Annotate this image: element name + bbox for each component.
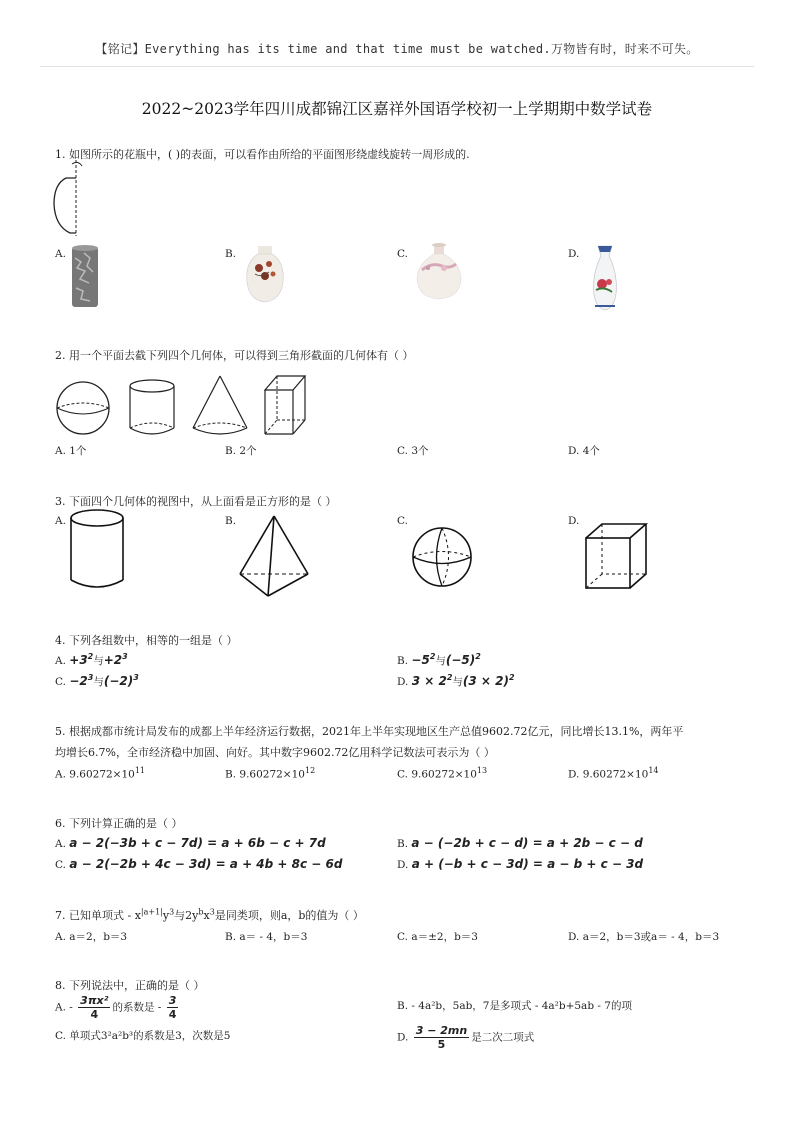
q3-label-a: A. <box>55 515 66 527</box>
q3-cylinder-figure <box>68 508 128 592</box>
q8-option-d: D. $\frac{3 - 2mn}{5}$ 是二次二项式 <box>397 1024 535 1051</box>
q4-option-c: C. $-2^3$与$(-2)^3$ <box>55 673 139 688</box>
q3-label-b: B. <box>225 515 237 527</box>
q4-label-a: A. <box>55 655 66 667</box>
q3-label-d: D. <box>568 515 580 527</box>
q3-label-c: C. <box>397 515 408 527</box>
q6-stem: 6. 下列计算正确的是（ ） <box>55 817 183 830</box>
q2-solids-figure <box>55 376 325 438</box>
q5-option-a: A. $9.60272\times 10^{11}$ <box>55 766 146 781</box>
vase-a-image <box>70 243 102 309</box>
q8-option-c: C. 单项式3²a²b³的系数是3，次数是5 <box>55 1030 231 1042</box>
cylinder-figure <box>130 380 174 434</box>
q4-option-d: D. $3 \times 2^2$与$(3 \times 2)^2$ <box>397 673 515 688</box>
vase-c-image <box>414 242 464 302</box>
page-title: 2022~2023学年四川成都锦江区嘉祥外国语学校初一上学期期中数学试卷 <box>141 100 653 118</box>
q3-sphere-figure <box>411 526 475 590</box>
q3-cube-figure <box>584 522 648 590</box>
q2-option-a: A. 1个 <box>55 445 87 457</box>
cone-figure <box>193 376 247 434</box>
q2-stem: 2. 用一个平面去截下列四个几何体，可以得到三角形截面的几何体有（ ） <box>55 349 414 362</box>
q1-label-c: C. <box>397 248 408 260</box>
q8-stem: 8. 下列说法中，正确的是（ ） <box>55 979 205 992</box>
q1-label-a: A. <box>55 248 66 260</box>
q2-option-c: C. 3个 <box>397 445 429 457</box>
q7-stem: 7. 已知单项式 - $x^{|a+1|}y^3$与$2y^bx^3$是同类项，则a，b的值为（ ） <box>55 907 364 922</box>
q1-stem: 1. 如图所示的花瓶中，( )的表面，可以看作由所给的平面图形绕虚线旋转一周形成的. <box>55 148 470 161</box>
q8-option-a: A. - $\frac{\text{3πx²}}{4}$ 的系数是 - $\frac{3}{4}$ <box>55 994 177 1021</box>
q4-label-b: B. <box>397 655 409 667</box>
q1-label-d: D. <box>568 248 580 260</box>
q3-stem: 3. 下面四个几何体的视图中，从上面看是正方形的是（ ） <box>55 495 337 508</box>
q2-option-b: B. 2个 <box>225 445 257 457</box>
q1-label-b: B. <box>225 248 237 260</box>
q4-option-b: B. $-5^2$与$(-5)^2$ <box>397 652 481 667</box>
q6-option-b: B. a − (−2b + c − d) = a + 2b − c − d <box>397 836 643 850</box>
q7-option-c: C. a＝±2，b＝3 <box>397 931 478 943</box>
q5-option-c: C. $9.60272\times 10^{13}$ <box>397 766 488 781</box>
vase-b-image <box>243 244 287 304</box>
q5-stem-line2: 均增长6.7%，全市经济稳中加固、向好。其中数字9602.72亿用科学记数法可表示为（ ） <box>55 746 495 759</box>
q4-label-d: D. <box>397 676 409 688</box>
q5-stem-line1: 5. 根据成都市统计局发布的成都上半年经济运行数据，2021年上半年实现地区生产总值9602.72亿元，同比增长13.1%，两年平 <box>55 725 684 738</box>
q5-option-b: B. $9.60272\times 10^{12}$ <box>225 766 316 781</box>
q4-option-a: A. $+3^2$与$+2^3$ <box>55 652 128 667</box>
triangular-prism-figure <box>265 376 305 434</box>
q5-option-d: D. $9.60272\times 10^{14}$ <box>568 766 659 781</box>
q7-option-d: D. a＝2，b＝3或a＝ - 4，b＝3 <box>568 931 720 943</box>
q7-option-b: B. a＝ - 4，b＝3 <box>225 931 308 943</box>
q6-option-c: C. a − 2(−2b + 4c − 3d) = a + 4b + 8c − 6d <box>55 857 343 871</box>
q6-option-d: D. a + (−b + c − 3d) = a − b + c − 3d <box>397 857 644 871</box>
vase-profile-figure <box>50 158 95 238</box>
q2-option-d: D. 4个 <box>568 445 600 457</box>
vase-d-image <box>588 244 622 314</box>
q4-stem: 4. 下列各组数中，相等的一组是（ ） <box>55 634 238 647</box>
q6-option-a: A. a − 2(−3b + c − 7d) = a + 6b − c + 7d <box>55 836 326 850</box>
sphere-figure <box>57 382 109 434</box>
motto: 【铭记】Everything has its time and that time must be watched.万物皆有时，时来不可失。 <box>95 42 699 56</box>
header-divider <box>40 66 754 67</box>
q4-label-c: C. <box>55 676 66 688</box>
q8-option-b: B. - 4a²b，5ab，7是多项式 - 4a²b+5ab - 7的项 <box>397 1000 632 1012</box>
q3-pyramid-figure <box>238 514 310 598</box>
q7-option-a: A. a＝2，b＝3 <box>55 931 128 943</box>
